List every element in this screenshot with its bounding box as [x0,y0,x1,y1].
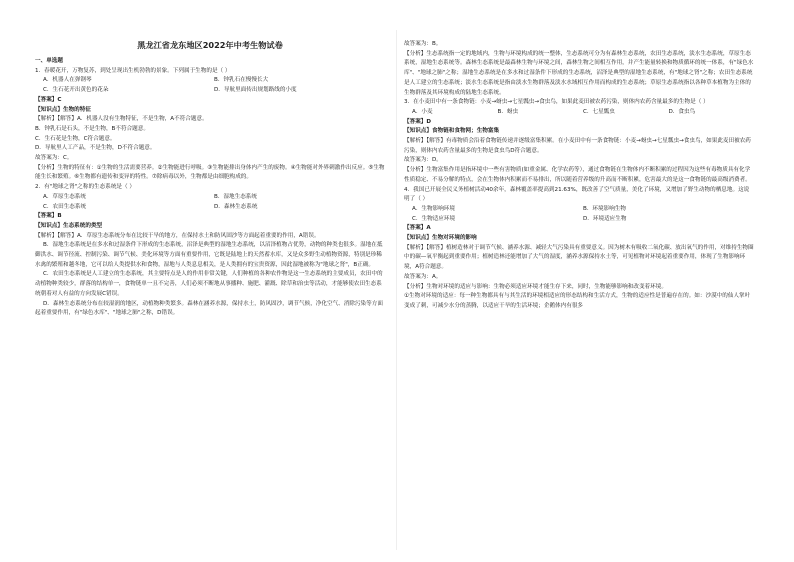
q2-option-c: C．农田生态系统 [43,203,87,210]
right-column [404,40,754,312]
q2-analysis-line: 【解析】【解答】A．草原生态系统分布在比较干旱的地方，在保持水土和防风固沙等方面起着重要的作用，A错误。 [35,232,320,239]
q2-knowledge-point: 【知识点】生态系统的类型 [35,222,103,229]
left-column [35,40,385,319]
section-title: 一、单选题 [35,58,63,64]
q4-analysis-line: 【分析】生物对环境的适应与影响：生物必须适应环境才能生存下来，同时，生物能够影响和改变着环境。 [404,283,667,290]
q3-stem: 3．在小麦田中有一条食物链：小麦→蚜虫→七星瓢虫→食虫鸟，如果此麦田被农药污染，则体内农药含量最多的生物是（ ） [404,99,709,106]
q3-option-c: C．七星瓢虫 [583,108,615,115]
q1-analysis-line: 【分析】生物的特征有：①生物的生活需要营养。②生物能进行呼吸。③生物能排出身体内产生的废物。④生物能对外界刺激作出反应。⑤生物能生长和繁殖。⑥生物都有遗传和变异的特性。⑦除病毒以外，生物都是由细胞构成的。 [35,164,385,181]
q1-answer: 【答案】C [35,96,62,103]
q2-analysis-line: C．农田生态系统是人工建立的生态系统，其主要特点是人的作用非常关键，人们种植的各种农作物是这一生态系统的主要成员，农田中的动植物种类较少，群落的结构单一，食物链单一且不完善，人们必须不断地从事播种、施肥、灌溉、除草和治虫等活动，才能够使农田生态系统朝着对人有益的方向发展C错误。 [35,271,383,297]
q2-stem: 2．有"地球之肾"之称的生态系统是（ ） [35,184,135,191]
q1-analysis-line: 故答案为：C。 [35,155,73,162]
q1-analysis-line: 【解析】【解答】A．机器人没有生物特征，不是生物，A不符合题意。 [35,116,208,123]
q4-option-a: A．生物影响环境 [412,205,455,212]
q4-analysis-line: ①生物对环境的适应：每一种生物都具有与其生活的环境相适应的形态结构和生活方式，生物的适应性是普遍存在的。如：沙漠中的仙人掌叶变成了刺，可减少水分的蒸腾，以适应干旱的生活环境；企鹅体内有很多 [404,293,751,309]
q1-option-c: C．生石花开出黄色的花朵 [43,87,109,94]
q1-option-a: A．机器人在弹钢琴 [43,77,92,84]
q2-option-a: A．草原生态系统 [43,193,86,200]
q2-conclusion: 故答案为：B。 [404,41,442,47]
q3-option-a: A．小麦 [412,108,433,115]
q1-options [35,76,385,95]
q2-analysis-line: D．森林生态系统分布在较湿润的地区，动植物种类繁多。森林在涵养水源，保持水土，防风固沙，调节气候，净化空气、消除污染等方面起着重要作用，有"绿色水库"、"地球之肺"之称，D错误。 [35,300,383,317]
q3-option-b: B．蚜虫 [497,108,519,115]
q1-analysis-line: C．生石花是生物，C符合题意。 [35,135,116,142]
q1-stem: 1．春暖花开，万物复苏，到处呈现出生机勃勃的景象。下列属于生物的是（ ） [35,67,231,74]
q3-options [404,108,754,118]
q3-answer: 【答案】D [404,118,432,125]
q3-analysis-line: 【分析】生物富集作用是指环境中一些有害物质(如重金属、化学农药等），通过食物链在生物体内不断积累的过程因为这些有毒物质具有化学性质稳定、不易分解的特点，会在生物体内积累而不易排出，所以随着营养级的升高而不断积累，危害最大的是这一食物链的最高级消费者。 [404,167,751,183]
q4-options [404,205,754,224]
q2-options [35,193,385,212]
exam-page-right [397,0,794,562]
q1-analysis-line: D．导航里人工产品，不是生物，D不符合题意。 [35,145,156,152]
q4-answer: 【答案】A [404,225,431,232]
q2-option-b: B．湿地生态系统 [214,193,257,200]
q3-knowledge-point: 【知识点】食物链和食物网；生物富集 [404,128,500,135]
q4-knowledge-point: 【知识点】生物对环境的影响 [404,235,477,242]
q4-stem: 4．我国已开展全民义务植树活动40余年，森林覆盖率提高到21.63%，既改善了空气质量，美化了环境，又增加了野生动物的栖息地。这说明了（ ） [404,186,750,203]
q4-option-c: C．生物适应环境 [412,215,456,222]
q2-option-d: D．森林生态系统 [214,203,258,210]
q3-analysis-line: 【解析】【解答】有毒物质会沿着食物链传递并逐级富集积累。在小麦田中有一条食物链：小麦→蚜虫→七星瓢虫→食虫鸟，如果此麦田被农药污染，则体内农药含量最多的生物是食虫鸟D符合题意。 [404,138,751,154]
q1-option-b: B．钟乳石在慢慢长大 [214,77,269,84]
q2-analysis-line: B．湿地生态系统是在多水和过湿条件下形成的生态系统，沼泽是典型的湿地生态系统，以沼泽植物占优势，动物的种类也很多。湿地在抵御洪水、调节径流、控制污染、调节气候、美化环境等方面有重要作用，它既是陆地上的天然蓄水库，又是众多野生动植物资源，特别是珍稀水禽的繁殖和越冬地，它可以给人类提供水和食物，湿地与人类息息相关，是人类拥有的宝贵资源，因此湿地被称为"地球之肾"，B正确。 [35,242,383,268]
q4-analysis-line: 【解析】【解答】植树造林对于调节气候、涵养水源、减轻大气污染具有重要意义。因为树木有吸收二氧化碳、放出氧气的作用，对维持生物圈中的碳—氧平衡起到重要作用；植树造林还能增加了大气的湿度，涵养水源保持水土等，可见植物对环境起着重要作用，体现了生物影响环境，A符合题意。 [404,244,754,271]
q3-analysis-line: 故答案为：D。 [404,157,442,164]
doc-title: 黑龙江省龙东地区2022年中考生物试卷 [137,40,283,50]
q2-summary: 【分析】生态系统指一定的地域内，生物与环境构成的统一整体，生态系统可分为有森林生态系统，农田生态系统，淡水生态系统，草原生态系统，湿地生态系统等。森林生态系统是最森林生物与环境之间，森林生物之间相互作用，并产生能量转换和物质循环的统一体系，有"绿色水库"、"地球之肺"之称；湿地生态系统是在多水和过湿条件下形成的生态系统，沼泽是典型的湿地生态系统，有"地球之肾"之称；农田生态系统是人工建立的生态系统；淡水生态系统是指由淡水生物群落及淡水水域相互作用而构成的生态系统；草原生态系统指以各种草本植物为主体的生物群落及其环境构成的陆地生态系统。 [404,50,754,96]
q2-answer: 【答案】B [35,213,62,220]
q3-option-d: D．食虫鸟 [668,108,696,115]
q1-analysis-line: B．钟乳石是石头，不是生物，B不符合题意。 [35,125,149,132]
q4-analysis-line: 故答案为：A。 [404,273,442,280]
q4-option-d: D．环境适应生物 [583,215,627,222]
q1-option-d: D．导航里面传出规划路线的小度 [214,87,297,94]
q4-option-b: B．环境影响生物 [583,205,626,212]
q1-knowledge-point: 【知识点】生物的特征 [35,106,91,113]
